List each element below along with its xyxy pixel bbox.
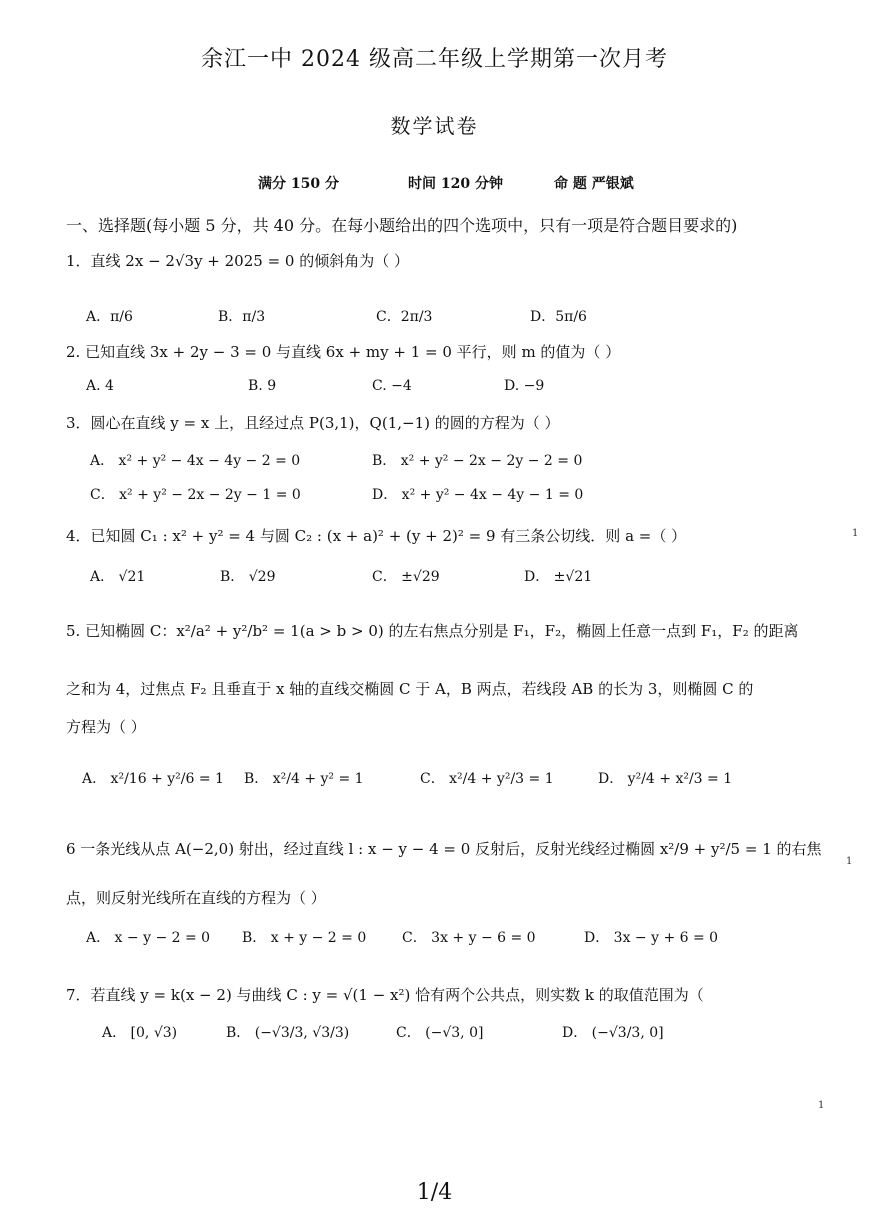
q2-option-a: A. 4 [86,378,114,394]
q6-option-d: D． 3x − y + 6 = 0 [584,930,719,946]
q4-option-a: A． √21 [90,569,146,585]
question-5-line-2: 之和为 4，过焦点 F₂ 且垂直于 x 轴的直线交椭圆 C 于 A，B 两点，若线段 AB 的长为 3，则椭圆 C 的 [66,680,754,698]
question-6-line-2: 点，则反射光线所在直线的方程为（ ） [66,889,326,907]
q5-option-b: B． x²/4 + y² = 1 [244,771,364,787]
exam-title: 余江一中 2024 级高二年级上学期第一次月考 [201,47,668,72]
question-2-stem: 2. 已知直线 3x + 2y − 3 = 0 与直线 6x + my + 1 = 0 平行，则 m 的值为（ ） [66,343,621,361]
exam-time: 时间 120 分钟 [408,176,503,192]
margin-mark: 1 [846,856,853,867]
q7-option-c: C． (−√3, 0] [396,1025,484,1041]
question-7-stem: 7．若直线 y = k(x − 2) 与曲线 C : y = √(1 − x²) 恰有两个公共点，则实数 k 的取值范围为（ [66,986,704,1004]
q4-option-c: C． ±√29 [372,569,440,585]
q3-option-a: A． x² + y² − 4x − 4y − 2 = 0 [90,453,301,469]
q1-option-c: C．2π/3 [376,309,433,325]
q2-option-c: C. −4 [372,378,412,394]
q6-option-b: B． x + y − 2 = 0 [242,930,367,946]
q6-option-c: C． 3x + y − 6 = 0 [402,930,536,946]
exam-author: 命 题 严银斌 [554,176,634,192]
q4-option-b: B． √29 [220,569,276,585]
question-4-stem: 4．已知圆 C₁ : x² + y² = 4 与圆 C₂ : (x + a)² + (y + 2)² = 9 有三条公切线．则 a =（ ） [66,527,687,545]
margin-mark: 1 [818,1100,825,1111]
q2-option-b: B. 9 [248,378,277,394]
q7-option-b: B． (−√3/3, √3/3) [226,1025,350,1041]
question-3-stem: 3．圆心在直线 y = x 上，且经过点 P(3,1)，Q(1,−1) 的圆的方程为（ ） [66,414,560,432]
q1-option-a: A．π/6 [86,309,133,325]
question-1-stem: 1．直线 2x − 2√3y + 2025 = 0 的倾斜角为（ ） [66,252,410,270]
question-6-line-1: 6 一条光线从点 A(−2,0) 射出，经过直线 l : x − y − 4 = 0 反射后，反射光线经过椭圆 x²/9 + y²/5 = 1 的右焦 [66,840,822,858]
q7-option-d: D． (−√3/3, 0] [562,1025,664,1041]
q7-option-a: A． [0, √3) [102,1025,178,1041]
q6-option-a: A． x − y − 2 = 0 [86,930,211,946]
q5-option-d: D． y²/4 + x²/3 = 1 [598,771,733,787]
q5-option-c: C． x²/4 + y²/3 = 1 [420,771,554,787]
question-5-line-1: 5. 已知椭圆 C：x²/a² + y²/b² = 1(a > b > 0) 的左右焦点分别是 F₁，F₂，椭圆上任意一点到 F₁，F₂ 的距离 [66,622,799,640]
exam-subtitle: 数学试卷 [390,114,479,138]
q4-option-d: D． ±√21 [524,569,593,585]
question-5-line-3: 方程为（ ） [66,718,146,736]
q3-option-c: C． x² + y² − 2x − 2y − 1 = 0 [90,487,301,503]
q3-option-d: D． x² + y² − 4x − 4y − 1 = 0 [372,487,584,503]
page-number: 1/4 [416,1180,453,1205]
q3-option-b: B． x² + y² − 2x − 2y − 2 = 0 [372,453,583,469]
q1-option-b: B．π/3 [218,309,266,325]
full-score: 满分 150 分 [258,176,339,192]
q2-option-d: D. −9 [504,378,545,394]
section-heading: 一、选择题(每小题 5 分，共 40 分。在每小题给出的四个选项中，只有一项是符合题目要求的) [66,216,738,235]
q5-option-a: A． x²/16 + y²/6 = 1 [82,771,224,787]
margin-mark: 1 [852,528,859,539]
q1-option-d: D．5π/6 [530,309,587,325]
